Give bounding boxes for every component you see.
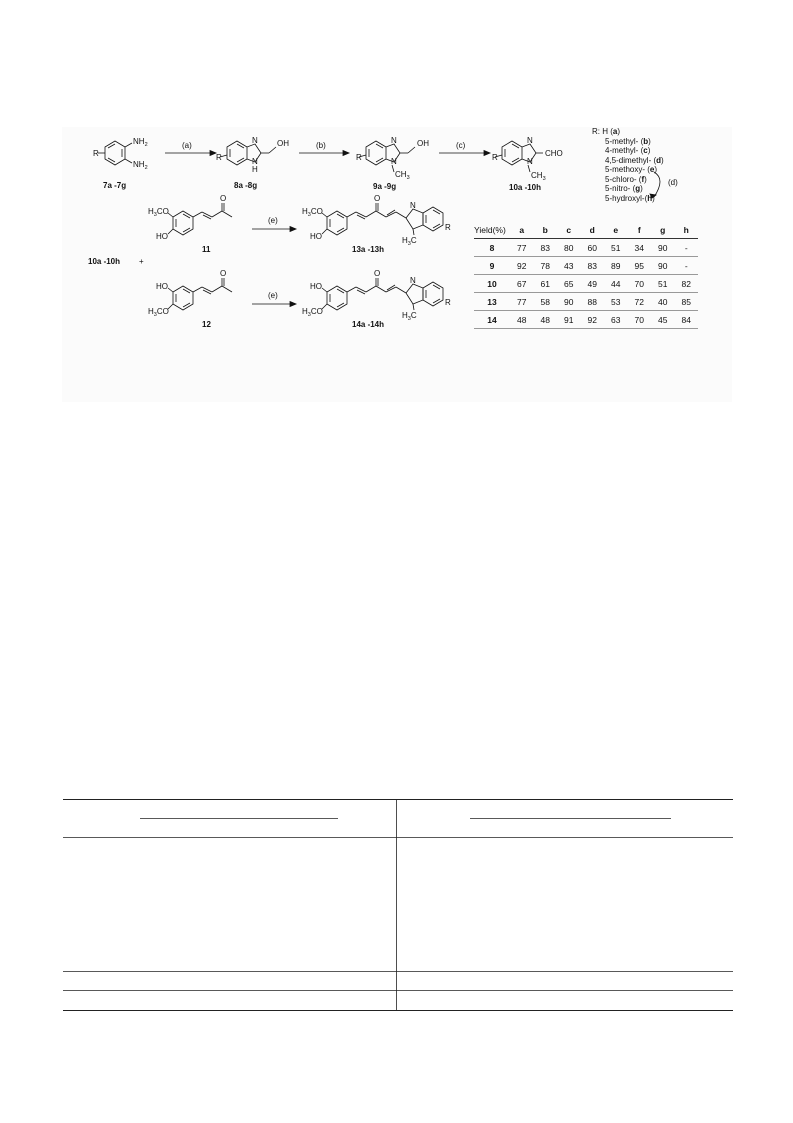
- table-row: [474, 239, 698, 257]
- table-cell: 43: [564, 260, 574, 271]
- atom-o: O: [220, 269, 227, 278]
- table-cell: 95: [634, 260, 644, 271]
- atom-n: N: [410, 276, 416, 285]
- column-header: Yield(%): [474, 224, 506, 235]
- atom-o: O: [220, 194, 227, 203]
- empty-table: [63, 799, 733, 1011]
- row-compound: 10: [487, 278, 497, 289]
- atom-cho: CHO: [545, 149, 563, 158]
- table-cell: 48: [517, 314, 527, 325]
- table-cell: 90: [658, 260, 668, 271]
- compound-label-10-reagent: 10a -10h: [88, 257, 121, 266]
- column-header: g: [660, 224, 666, 235]
- table-cell: 40: [658, 296, 668, 307]
- legend-item: 5-methyl- (b): [605, 136, 651, 146]
- compound-label-8: 8a -8g: [234, 181, 258, 190]
- compound-label-7: 7a -7g: [103, 181, 127, 190]
- table-cell: 61: [540, 278, 550, 289]
- legend-header: R:: [592, 127, 600, 136]
- compound-label-10: 10a -10h: [509, 183, 542, 192]
- table-cell: 83: [587, 260, 597, 271]
- table-cell: 88: [587, 296, 597, 307]
- legend-item: 5-chloro- (f): [605, 174, 647, 184]
- atom-oh: OH: [277, 139, 289, 148]
- step-label-b: (b): [316, 141, 326, 150]
- step-label-e: (e): [268, 291, 278, 300]
- compound-label-9: 9a -9g: [373, 182, 397, 191]
- legend-item: 5-hydroxyl-(h): [605, 193, 655, 203]
- table-cell: -: [684, 260, 688, 271]
- legend-item: 4,5-dimethyl- (d): [605, 155, 664, 165]
- column-header: a: [519, 224, 525, 235]
- table-cell: 83: [540, 242, 550, 253]
- step-label-d: (d): [668, 178, 678, 187]
- table-cell: 53: [611, 296, 621, 307]
- table-cell: 49: [587, 278, 597, 289]
- compound-label-13: 13a -13h: [352, 245, 385, 254]
- table-cell: 91: [564, 314, 574, 325]
- atom-oh: OH: [417, 139, 429, 148]
- column-header: e: [613, 224, 619, 235]
- table-cell: 70: [634, 314, 644, 325]
- atom-ho: HO: [310, 282, 322, 291]
- table-row: [474, 275, 698, 293]
- table-cell: 51: [658, 278, 668, 289]
- step-label-e: (e): [268, 216, 278, 225]
- yield-table: [474, 221, 698, 329]
- table-cell: 90: [658, 242, 668, 253]
- atom-r: R: [445, 298, 451, 307]
- atom-n: N: [252, 136, 258, 145]
- atom-o: O: [374, 269, 381, 278]
- table-cell: 34: [634, 242, 644, 253]
- table-cell: 77: [517, 296, 527, 307]
- step-label-c: (c): [456, 141, 466, 150]
- column-header: d: [589, 224, 595, 235]
- atom-r: R: [93, 149, 99, 158]
- table-cell: 78: [540, 260, 550, 271]
- atom-h3co: $H_3CO$: [148, 207, 169, 218]
- table-cell: 63: [611, 314, 621, 325]
- table-cell: 84: [681, 314, 691, 325]
- column-header: f: [637, 224, 641, 235]
- atom-h3co: $H_3CO$: [302, 207, 323, 218]
- table-cell: 51: [611, 242, 621, 253]
- table-cell: 45: [658, 314, 668, 325]
- legend-first-line: [592, 127, 664, 137]
- row-compound: 13: [487, 296, 497, 307]
- atom-h: H: [252, 165, 258, 174]
- atom-r: R: [492, 153, 498, 162]
- substituent-legend: [592, 127, 664, 203]
- table-cell: -: [684, 242, 688, 253]
- legend-item: 5-methoxy- (e): [605, 165, 658, 174]
- table-row: [474, 257, 698, 275]
- atom-ch3: $CH_3$: [531, 171, 546, 182]
- table-row: [474, 293, 698, 311]
- plus-sign: +: [139, 257, 144, 266]
- table-cell: 67: [517, 278, 527, 289]
- atom-n: N: [252, 157, 258, 166]
- column-header: h: [683, 224, 689, 235]
- atom-h3co: $H_3CO$: [302, 307, 323, 318]
- compound-label-12: 12: [202, 320, 211, 329]
- table-row: [474, 311, 698, 329]
- atom-ch3: $CH_3$: [395, 170, 410, 181]
- table-cell: 44: [611, 278, 621, 289]
- table-cell: 89: [611, 260, 621, 271]
- legend-item: 4-methyl- (c): [605, 146, 651, 155]
- row-compound: 9: [489, 260, 495, 271]
- table-cell: 48: [540, 314, 550, 325]
- atom-o: O: [374, 194, 381, 203]
- legend-item: H (a): [602, 127, 621, 136]
- column-header: b: [542, 224, 548, 235]
- atom-r: R: [445, 223, 451, 232]
- atom-nh2: $NH_2$: [133, 137, 148, 148]
- atom-h3c: $H_3C$: [402, 236, 417, 247]
- atom-ho: HO: [156, 232, 168, 241]
- row-compound: 14: [487, 314, 497, 325]
- atom-ho: HO: [310, 232, 322, 241]
- atom-nh2: $NH_2$: [133, 160, 148, 171]
- table-cell: 65: [564, 278, 574, 289]
- table-cell: 77: [517, 242, 527, 253]
- column-header: c: [566, 224, 572, 235]
- table-cell: 85: [681, 296, 691, 307]
- atom-h3c: $H_3C$: [402, 311, 417, 322]
- table-cell: 72: [634, 296, 644, 307]
- table-header-row: [474, 221, 698, 239]
- table-cell: 92: [517, 260, 527, 271]
- atom-n: N: [391, 136, 397, 145]
- atom-ho: HO: [156, 282, 168, 291]
- table-cell: 70: [634, 278, 644, 289]
- table-cell: 82: [681, 278, 691, 289]
- table-cell: 90: [564, 296, 574, 307]
- compound-label-11: 11: [202, 245, 211, 254]
- table-cell: 58: [540, 296, 550, 307]
- table-cell: 92: [587, 314, 597, 325]
- compound-label-14: 14a -14h: [352, 320, 385, 329]
- row-compound: 8: [489, 242, 495, 253]
- atom-n: N: [527, 157, 533, 166]
- atom-r: R: [216, 153, 222, 162]
- table-cell: 60: [587, 242, 597, 253]
- table-cell: 80: [564, 242, 574, 253]
- atom-h3co: $H_3CO$: [148, 307, 169, 318]
- legend-item: 5-nitro- (g): [605, 184, 643, 193]
- atom-n: N: [410, 201, 416, 210]
- step-label-a: (a): [182, 141, 192, 150]
- atom-n: N: [527, 136, 533, 145]
- atom-r: R: [356, 153, 362, 162]
- atom-n: N: [391, 157, 397, 166]
